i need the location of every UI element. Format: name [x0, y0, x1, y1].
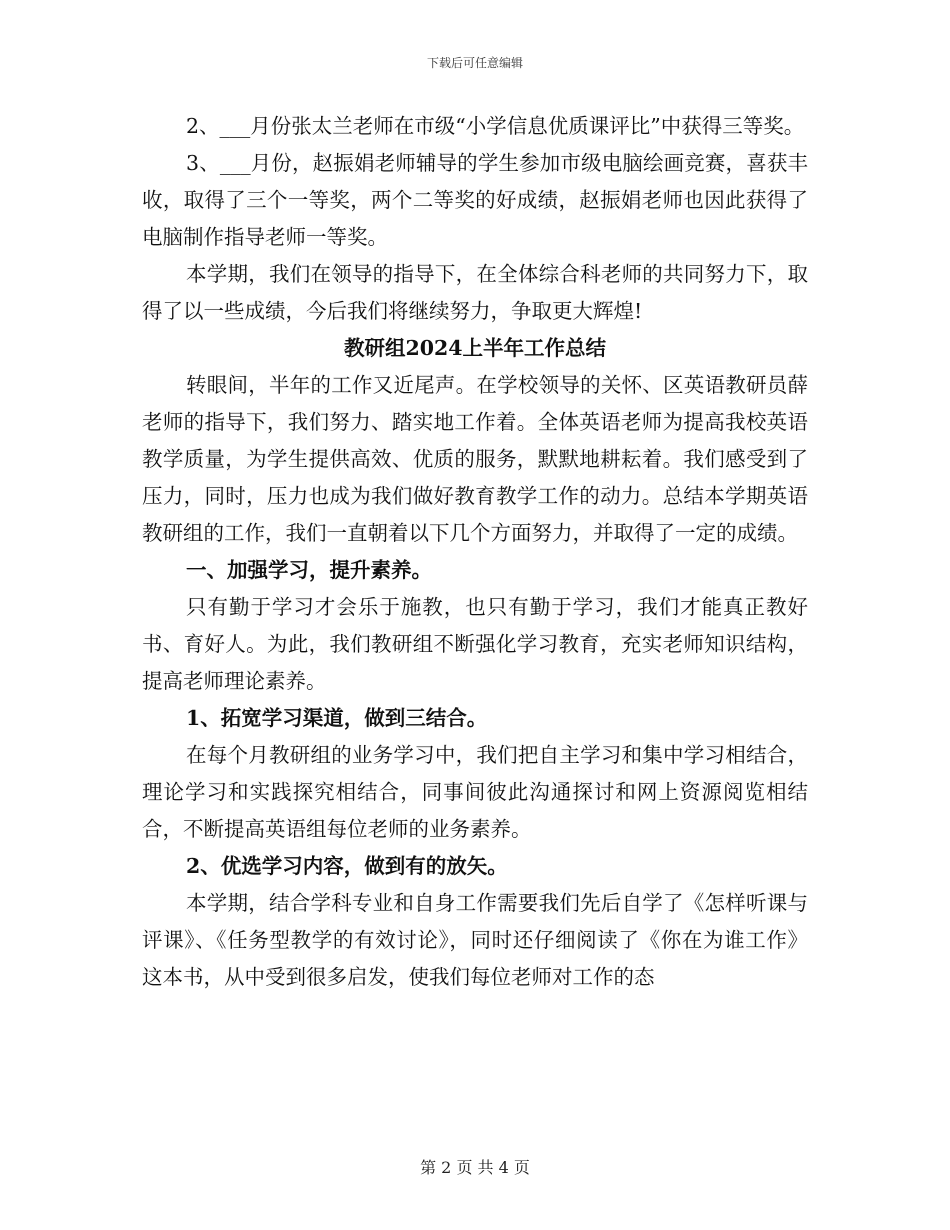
- document-body: [142, 108, 808, 996]
- paragraph-channels: 在每个月教研组的业务学习中，我们把自主学习和集中学习相结合，理论学习和实践探究相结合，同事间彼此沟通探讨和网上资源阅览相结合，不断提高英语组每位老师的业务素养。: [142, 743, 808, 841]
- heading-learning-channels: 1、拓宽学习渠道，做到三结合。: [186, 706, 488, 730]
- paragraph-content: 本学期，结合学科专业和自身工作需要我们先后自学了《怎样听课与评课》、《任务型教学的有效讨论》，同时还仔细阅读了《你在为谁工作》这本书，从中受到很多启发，使我们每位老师对工作的态: [142, 891, 808, 989]
- heading-learning-content: 2、优选学习内容，做到有的放矢。: [186, 854, 508, 878]
- paragraph-semester-summary: 本学期，我们在领导的指导下，在全体综合科老师的共同努力下，取得了以一些成绩，今后我们将继续努力，争取更大辉煌!: [142, 262, 808, 323]
- heading-strengthen-learning: 一、加强学习，提升素养。: [186, 558, 432, 582]
- section-title: 教研组2024上半年工作总结: [343, 336, 607, 360]
- page-header-note: 下载后可任意编辑: [426, 56, 523, 70]
- paragraph-award-2: 2、___月份张太兰老师在市级“小学信息优质课评比”中获得三等奖。: [186, 114, 805, 138]
- page-number: 第 2 页 共 4 页: [420, 1158, 530, 1177]
- paragraph-intro: 转眼间，半年的工作又近尾声。在学校领导的关怀、区英语教研员薛老师的指导下，我们努力、踏实地工作着。全体英语老师为提高我校英语教学质量，为学生提供高效、优质的服务，默默地耕耘着。我们感受到了压力，同时，压力也成为我们做好教育教学工作的动力。总结本学期英语教研组的工作，我们一直朝着以下几个方面努力，并取得了一定的成绩。: [142, 373, 808, 545]
- paragraph-learning: 只有勤于学习才会乐于施教，也只有勤于学习，我们才能真正教好书、育好人。为此，我们教研组不断强化学习教育，充实老师知识结构，提高老师理论素养。: [142, 595, 808, 693]
- paragraph-award-3: 3、___月份，赵振娟老师辅导的学生参加市级电脑绘画竞赛，喜获丰收，取得了三个一等奖，两个二等奖的好成绩，赵振娟老师也因此获得了电脑制作指导老师一等奖。: [142, 151, 808, 249]
